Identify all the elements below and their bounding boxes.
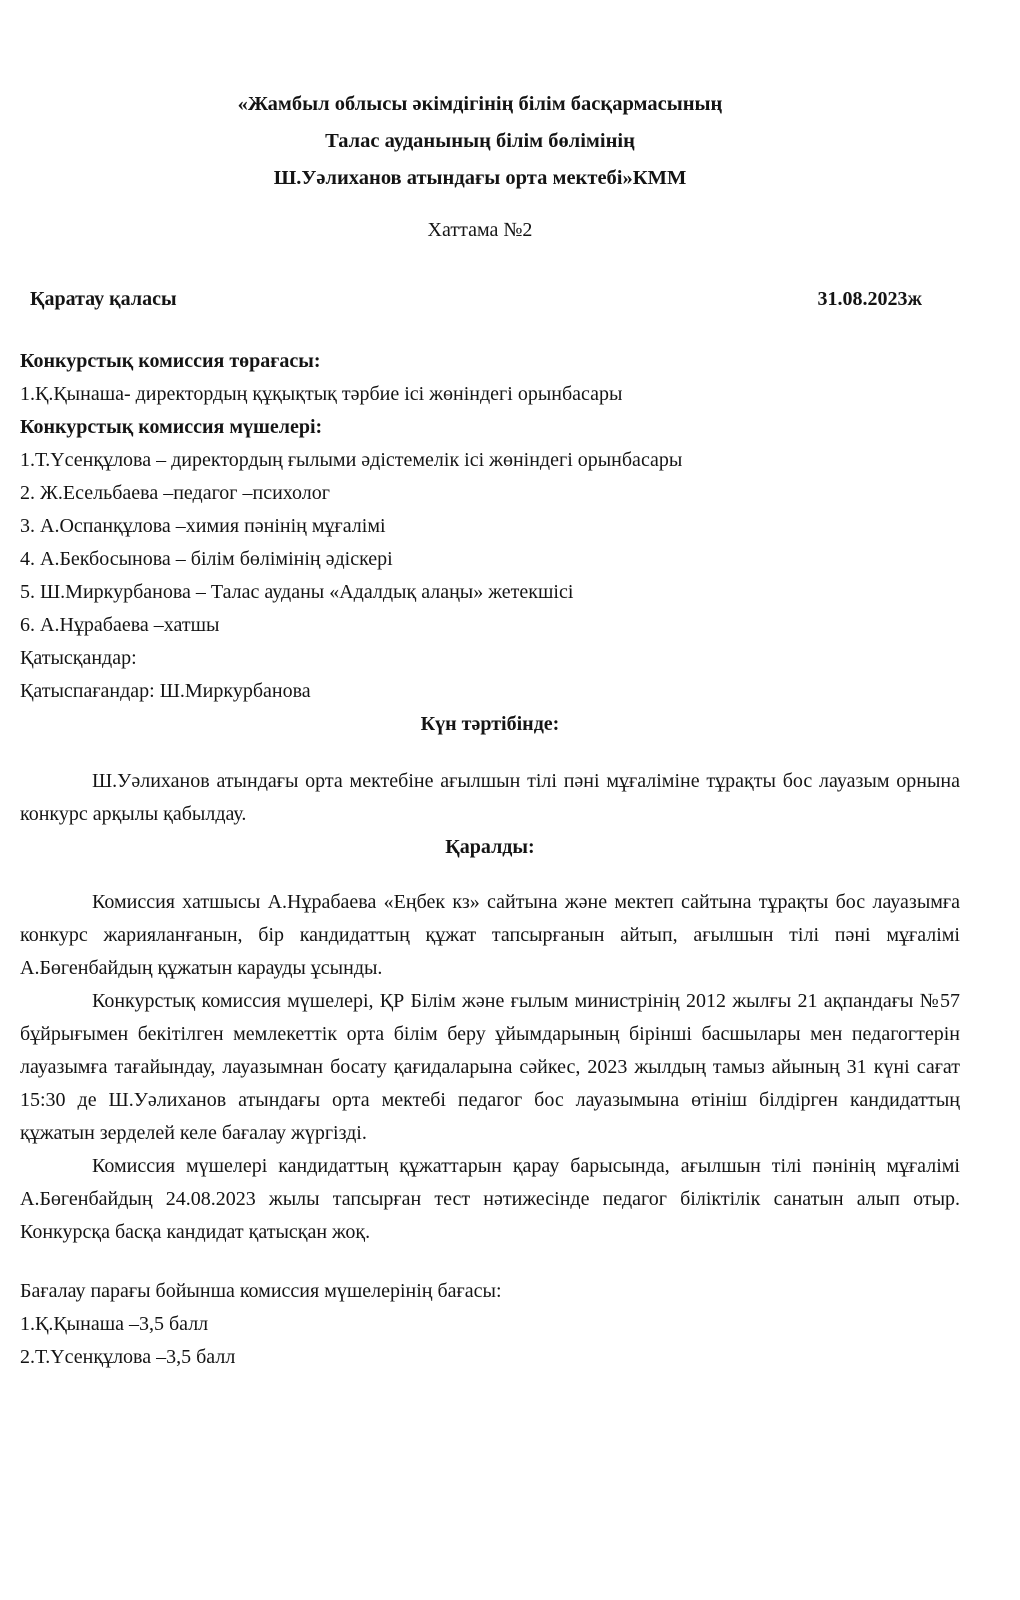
member-item: 1.Т.Үсенқұлова – директордың ғылыми әдістемелік ісі жөніндегі орынбасары bbox=[20, 449, 683, 471]
chair-heading: Конкурстық комиссия төрағасы: bbox=[20, 350, 321, 372]
paragraph: Комиссия хатшысы А.Нұрабаева «Еңбек кз» сайтына және мектеп сайтына тұрақты бос лауазымға конкурс жарияланғанын, бір кандидаттың құжат тапсырғанын айтып, ағылшын тілі пәні мұғалімі А.Бөгенбайдың құжатын карауды ұсынды. bbox=[20, 891, 960, 979]
date: 31.08.2023ж bbox=[817, 288, 922, 310]
scores-heading: Бағалау парағы бойынша комиссия мүшелерінің бағасы: bbox=[20, 1280, 502, 1302]
member-item: 5. Ш.Миркурбанова – Талас ауданы «Адалдық алаңы» жетекшісі bbox=[20, 581, 574, 603]
agenda-text: Ш.Уәлиханов атындағы орта мектебіне ағылшын тілі пәні мұғаліміне тұрақты бос лауазым орнына конкурс арқылы қабылдау. bbox=[20, 770, 960, 825]
header-line-2: Талас ауданының білім бөлімінің bbox=[325, 130, 635, 152]
score-item: 2.Т.Үсенқұлова –3,5 балл bbox=[20, 1346, 236, 1368]
header-line-3: Ш.Уәлиханов атындағы орта мектебі»КММ bbox=[273, 167, 687, 189]
document-body bbox=[20, 345, 960, 1374]
absent-list: Қатыспағандар: Ш.Миркурбанова bbox=[20, 680, 311, 702]
paragraph: Комиссия мүшелері кандидаттың құжаттарын қарау барысында, ағылшын тілі пәнінің мұғалімі А.Бөгенбайдың 24.08.2023 жылы тапсырған тест нәтижесінде педагог біліктілік санатын алып отыр. Конкурсқа басқа кандидат қатысқан жоқ. bbox=[20, 1155, 960, 1243]
agenda-heading: Күн тәртібінде: bbox=[420, 713, 560, 735]
member-item: 6. А.Нұрабаева –хатшы bbox=[20, 614, 220, 636]
present-list: Қатысқандар: bbox=[20, 647, 137, 669]
considered-heading: Қаралды: bbox=[445, 836, 535, 858]
member-item: 4. А.Бекбосынова – білім бөлімінің әдіскері bbox=[20, 548, 393, 570]
place: Қаратау қаласы bbox=[30, 288, 177, 310]
header-line-1: «Жамбыл облысы әкімдігінің білім басқармасының bbox=[237, 93, 723, 115]
member-item: 2. Ж.Есельбаева –педагог –психолог bbox=[20, 482, 330, 504]
paragraph: Конкурстық комиссия мүшелері, ҚР Білім және ғылым министрінің 2012 жылғы 21 ақпандағы №57 бұйрығымен бекітілген мемлекеттік орта білім беру ұйымдарының бірінші басшылары мен педагогтерін лауазымға тағайындау, лауазымнан босату қағидаларына сәйкес, 2023 жылдың тамыз айының 31 күні сағат 15:30 де Ш.Уәлиханов атындағы орта мектебі педагог бос лауазымына өтініш білдірген кандидаттың құжатын зерделей келе бағалау жүргізді. bbox=[20, 990, 960, 1144]
score-item: 1.Қ.Қынаша –3,5 балл bbox=[20, 1313, 209, 1335]
chair: 1.Қ.Қынаша- директордың құқықтық тәрбие ісі жөніндегі орынбасары bbox=[20, 383, 623, 405]
members-heading: Конкурстық комиссия мүшелері: bbox=[20, 416, 323, 438]
protocol-title: Хаттама №2 bbox=[427, 219, 533, 241]
member-item: 3. А.Оспанқұлова –химия пәнінің мұғалімі bbox=[20, 515, 386, 537]
document-header bbox=[0, 86, 960, 197]
place-date-row bbox=[30, 283, 922, 316]
